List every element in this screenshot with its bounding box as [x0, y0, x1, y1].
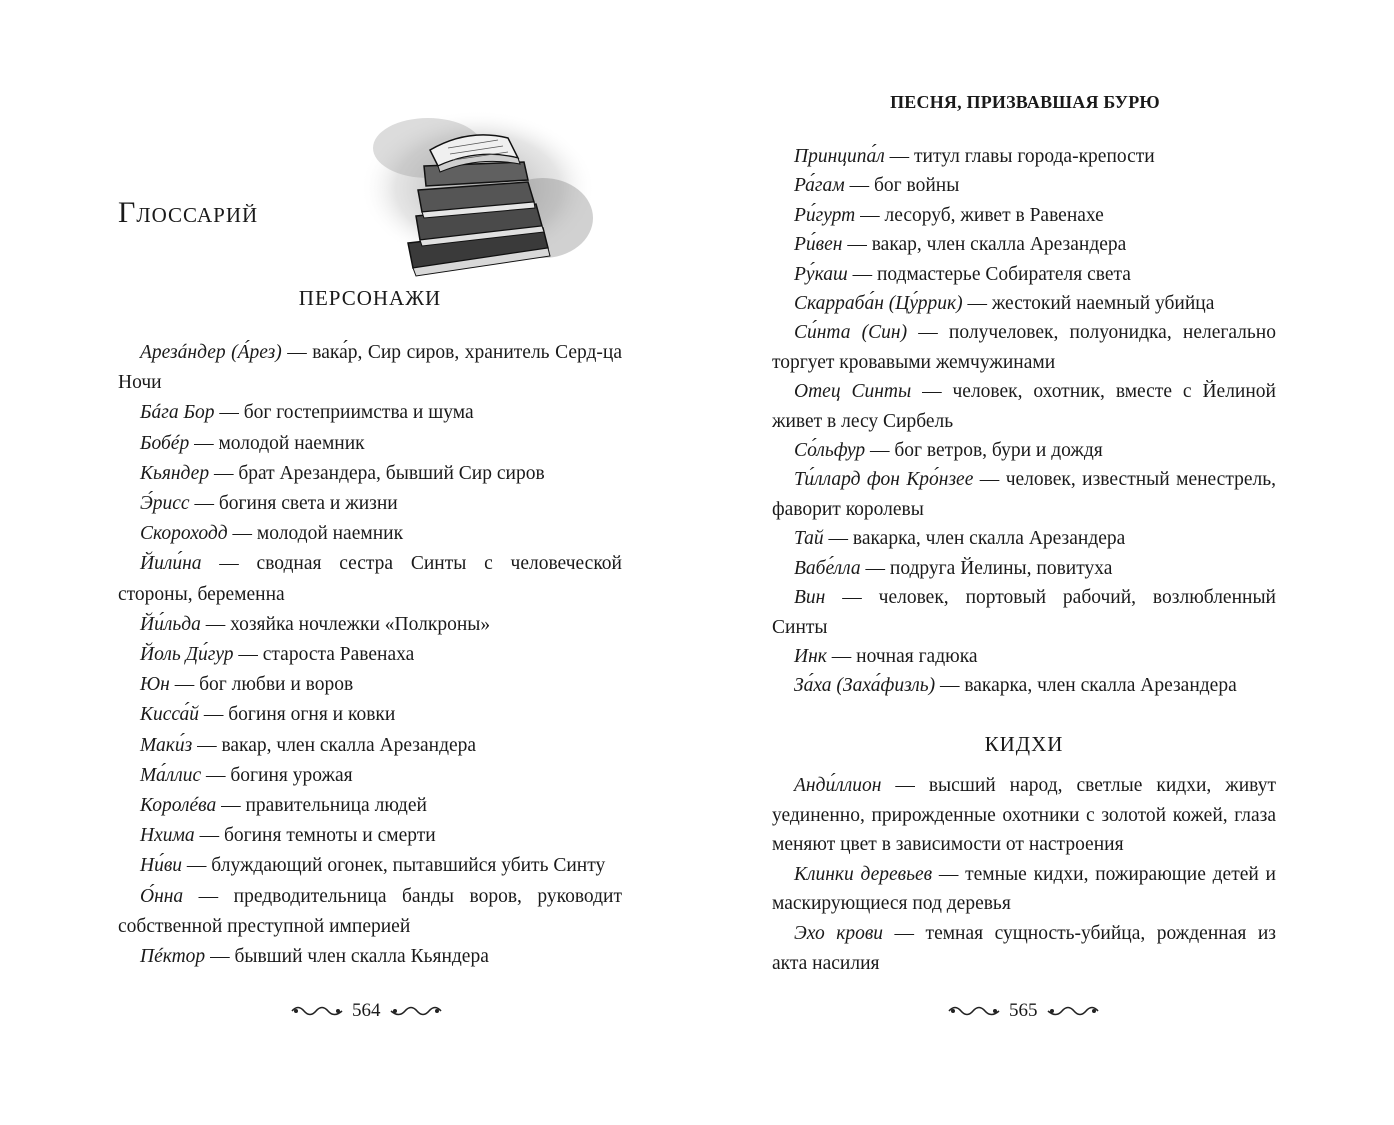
glossary-entry [118, 338, 622, 398]
entry-term: Анди́ллион [794, 775, 882, 796]
entry-definition: — богиня огня и ковки [199, 704, 396, 726]
page-number: 565 [1009, 1000, 1038, 1021]
glossary-entry [772, 230, 1276, 259]
glossary-entry [772, 142, 1276, 171]
entry-term: За́ха (Заха́физль) [794, 675, 936, 697]
flourish-ornament-icon [947, 1002, 1001, 1020]
glossary-entry [118, 791, 622, 821]
glossary-entry [118, 670, 622, 700]
glossary-entry [118, 429, 622, 459]
entry-term: Маки́з [140, 734, 193, 756]
entry-term: Королéва [140, 795, 217, 817]
glossary-entry [772, 860, 1276, 919]
entry-term: Ра́гам [794, 175, 845, 197]
entry-definition: — бывший член скалла Кьяндера [205, 946, 489, 968]
entry-term: Отец Синты [794, 381, 912, 403]
glossary-entry [118, 700, 622, 730]
entry-term: Кисса́й [140, 704, 200, 726]
entry-term: Ма́ллис [140, 764, 202, 786]
glossary-entry [118, 821, 622, 851]
entry-term: Си́нта (Син) [794, 322, 908, 344]
entry-definition: — человек, портовый рабочий, возлюбленный Синты [772, 587, 1276, 638]
glossary-entry [772, 642, 1276, 671]
entry-definition: — ночная гадюка [826, 645, 978, 667]
section-heading-characters: ПЕРСОНАЖИ [298, 286, 442, 310]
entry-definition: — получеловек, полуонидка, нелегально торгует кровавыми жемчужинами [772, 322, 1276, 373]
glossary-entry [772, 171, 1276, 200]
entry-definition: — человек, охотник, вместе с Йелиной живет в лесу Сирбель [772, 381, 1276, 432]
entry-term: Йоль Ди́гур [140, 644, 234, 666]
entry-definition: — молодой наемник [227, 523, 404, 545]
entry-term: Нхима [140, 825, 195, 847]
glossary-title: Глоссарий [118, 196, 259, 229]
entry-definition: — бог гостеприимства и шума [214, 402, 474, 424]
entry-term: Со́льфур [794, 440, 866, 462]
entry-definition: — вака́р, Сир сиров, хранитель Серд-ца Ночи [118, 342, 622, 394]
entry-definition: — сводная сестра Синты с человеческой стороны, беременна [118, 553, 622, 605]
glossary-entry [772, 465, 1276, 524]
entry-definition: — правительница людей [216, 795, 427, 817]
glossary-entry [772, 671, 1276, 700]
page-footer-left [290, 1000, 443, 1022]
entry-term: Принципа́л [794, 146, 885, 167]
glossary-entry [118, 489, 622, 519]
entry-term: Эхо крови [794, 922, 884, 944]
entry-term: Э́рисс [140, 493, 190, 515]
entry-term: Арезáндер (А́рез) [140, 342, 282, 363]
glossary-entry [772, 771, 1276, 860]
entry-term: Вабе́лла [794, 557, 861, 579]
glossary-entry [772, 201, 1276, 230]
right-page [697, 0, 1394, 1125]
glossary-entry [118, 459, 622, 489]
entry-term: Кьяндер [140, 462, 210, 484]
glossary-entries-right [772, 142, 1276, 701]
glossary-entry [118, 398, 622, 428]
glossary-entry [772, 260, 1276, 289]
entry-definition: — вакар, член скалла Арезандера [192, 734, 477, 756]
glossary-entry [772, 436, 1276, 465]
entry-definition: — высший народ, светлые кидхи, живут уединенно, прирожденные охотники с золотой кожей, глаза меняют цвет в зависимости от настроения [772, 775, 1276, 856]
entry-definition: — молодой наемник [189, 432, 365, 454]
glossary-entry [118, 610, 622, 640]
entry-definition: — бог ветров, бури и дождя [865, 440, 1103, 462]
flourish-ornament-icon [389, 1002, 443, 1020]
running-head: ПЕСНЯ, ПРИЗВАВШАЯ БУРЮ [890, 92, 1160, 112]
entry-definition: — брат Арезандера, бывший Сир сиров [209, 462, 545, 484]
entry-definition: — предводительница банды воров, руководит собственной преступной империей [118, 885, 622, 937]
glossary-entry [772, 377, 1276, 436]
entry-definition: — бог любви и воров [169, 674, 354, 696]
entry-definition: — вакарка, член скалла Арезандера [823, 528, 1126, 550]
entry-term: Скороходд [140, 523, 228, 545]
entry-term: Ру́каш [794, 263, 848, 285]
entry-definition: — староста Равенаха [233, 644, 415, 666]
glossary-entry [118, 731, 622, 761]
entry-definition: — вакарка, член скалла Арезандера [935, 675, 1237, 697]
entry-definition: — жестокий наемный убийца [962, 293, 1215, 315]
entry-term: Вин [794, 587, 826, 609]
glossary-entries-left [118, 338, 622, 972]
glossary-entry [772, 289, 1276, 318]
entry-definition: — вакар, член скалла Арезандера [842, 234, 1127, 256]
entry-definition: — богиня света и жизни [189, 493, 398, 515]
entry-term: Скарраба́н (Цу́ррик) [794, 293, 963, 315]
entry-term: Ни́ви [140, 855, 183, 877]
glossary-entries-kidhi [772, 771, 1276, 978]
entry-term: Инк [794, 645, 827, 667]
entry-definition: — бог войны [844, 175, 960, 197]
stacked-books-icon [358, 108, 598, 283]
page-footer-right [947, 1000, 1100, 1022]
entry-definition: — подруга Йелины, повитуха [860, 557, 1113, 579]
glossary-entry [118, 549, 622, 609]
entry-term: Юн [140, 674, 170, 696]
entry-definition: — подмастерье Собирателя света [847, 263, 1131, 285]
glossary-entry [118, 851, 622, 881]
entry-term: Ти́ллард фон Кро́нзее [794, 469, 974, 491]
glossary-entry [118, 640, 622, 670]
entry-definition: — блуждающий огонек, пытавшийся убить Синту [182, 855, 606, 877]
entry-definition: — титул главы города-крепости [884, 146, 1155, 167]
section-heading-kidhi: КИДХИ [984, 732, 1064, 756]
entry-term: Ри́вен [794, 234, 843, 256]
glossary-entry [772, 318, 1276, 377]
entry-definition: — человек, известный менестрель, фаворит королевы [772, 469, 1277, 520]
glossary-entry [772, 583, 1276, 642]
entry-term: Тай [794, 528, 824, 550]
entry-definition: — богиня урожая [201, 764, 353, 786]
glossary-entry [118, 882, 622, 942]
glossary-entry [118, 519, 622, 549]
glossary-entry [118, 761, 622, 791]
glossary-entry [118, 942, 622, 972]
entry-definition: — богиня темноты и смерти [194, 825, 436, 847]
entry-term: Йили́на [140, 553, 202, 575]
entry-term: Ри́гурт [794, 204, 856, 226]
entry-term: Бобéр [140, 432, 190, 454]
entry-term: О́нна [140, 885, 184, 907]
entry-term: Бáга Бор [140, 402, 215, 424]
entry-definition: — лесоруб, живет в Равенахе [855, 204, 1104, 226]
entry-definition: — темная сущность-убийца, рожденная из акта насилия [772, 922, 1276, 974]
glossary-entry [772, 524, 1276, 553]
entry-term: Клинки деревьев [794, 863, 933, 885]
entry-definition: — хозяйка ночлежки «Полкроны» [200, 613, 491, 635]
glossary-entry [772, 554, 1276, 583]
entry-term: Йи́льда [140, 613, 201, 635]
entry-term: Пéктор [140, 946, 206, 968]
page-number: 564 [352, 1000, 381, 1021]
flourish-ornament-icon [290, 1002, 344, 1020]
glossary-entry [772, 919, 1276, 978]
entry-definition: — темные кидхи, пожирающие детей и маскирующиеся под деревья [772, 863, 1276, 915]
flourish-ornament-icon [1046, 1002, 1100, 1020]
